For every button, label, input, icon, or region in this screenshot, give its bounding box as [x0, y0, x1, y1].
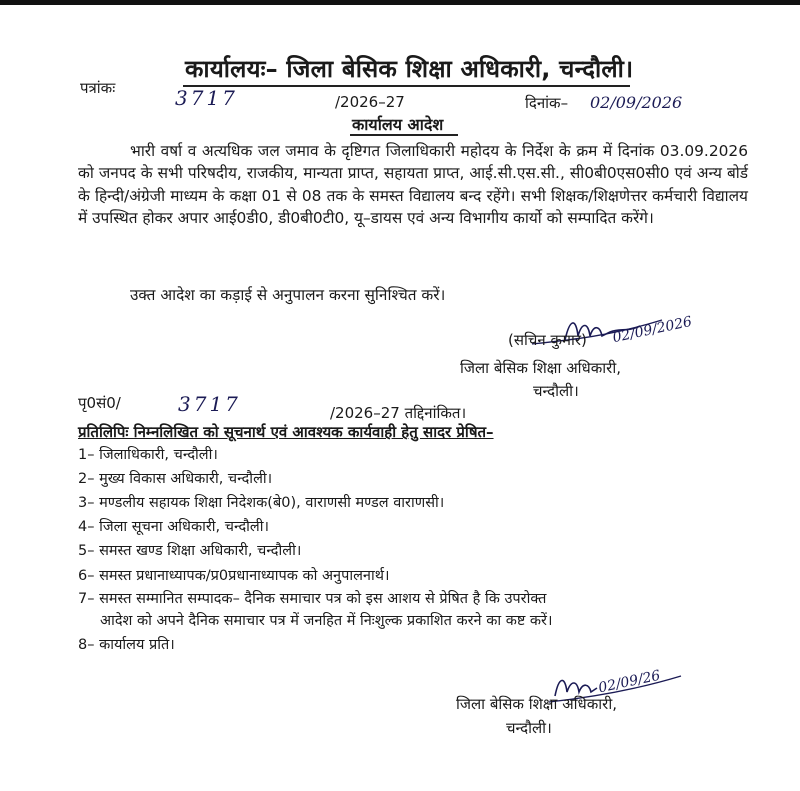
list-item: 2– मुख्य विकास अधिकारी, चन्दौली। [78, 471, 273, 487]
list-item: 8– कार्यालय प्रति। [78, 637, 175, 653]
list-item: 4– जिला सूचना अधिकारी, चन्दौली। [78, 519, 269, 535]
list-item: 7– समस्त सम्मानित सम्पादक– दैनिक समाचार पत्र को इस आशय से प्रेषित है कि उपरोक्त [78, 591, 547, 607]
copy-year-date: /2026–27 तद्दिनांकित। [330, 404, 467, 422]
list-item: आदेश को अपने दैनिक समाचार पत्र में जनहित में निःशुल्क प्रकाशित करने का कष्ट करें। [100, 613, 553, 629]
list-item: 6– समस्त प्रधानाध्यापक/प्र0प्रधानाध्यापक को अनुपालनार्थ। [78, 568, 390, 584]
heading-underline [183, 85, 630, 87]
officer-place: चन्दौली। [533, 382, 579, 400]
letter-number: 3717 [175, 86, 238, 110]
letter-number-label: पत्रांकः [80, 79, 116, 97]
office-heading: कार्यालयः– जिला बेसिक शिक्षा अधिकारी, चन्दौली। [185, 55, 634, 83]
copy-number: 3717 [178, 392, 241, 416]
list-item: 5– समस्त खण्ड शिक्षा अधिकारी, चन्दौली। [78, 543, 302, 559]
list-item: 3– मण्डलीय सहायक शिक्षा निदेशक(बे0), वाराणसी मण्डल वाराणसी। [78, 495, 445, 511]
date-value: 02/09/2026 [590, 93, 683, 112]
session-year: /2026–27 [335, 93, 405, 111]
order-title: कार्यालय आदेश [352, 115, 444, 134]
date-label: दिनांक– [525, 94, 569, 112]
signature-date: 02/09/2026 [611, 313, 694, 347]
signature-2-date: 02/09/26 [597, 667, 662, 697]
order-body-paragraph: भारी वर्षा व अत्यधिक जल जमाव के दृष्टिगत जिलाधिकारी महोदय के निर्देश के क्रम में दिनांक 03.09.2026 को जनपद के सभी परिषदीय, राजकीय, मान्यता प्राप्त, सहायता प्राप्त, आई.सी.एस.सी., सी0बी0एस0सी0 एवं अन्य बोर्ड के हिन्दी/अंग्रेजी माध्यम के कक्षा 01 से 08 तक के समस्त विद्यालय बन्द रहेंगे। सभी शिक्षक/शिक्षणेत्तर कर्मचारी विद्यालय में उपस्थित होकर अपार आई0डी0, डी0बी0टी0, यू–डायस एवं अन्य विभागीय कार्यो को सम्पादित करेंगे। [78, 142, 748, 228]
list-item: 1– जिलाधिकारी, चन्दौली। [78, 447, 218, 463]
officer-name: (सचिन कुमार) [508, 331, 587, 349]
copy-number-label: पृ0सं0/ [78, 394, 121, 412]
officer-2-designation: जिला बेसिक शिक्षा अधिकारी, [456, 695, 617, 713]
officer-2-place: चन्दौली। [506, 719, 552, 737]
officer-designation: जिला बेसिक शिक्षा अधिकारी, [460, 359, 621, 377]
compliance-note: उक्त आदेश का कड़ाई से अनुपालन करना सुनिश्चित करें। [130, 286, 446, 304]
order-title-underline [350, 134, 458, 136]
copy-intro: प्रतिलिपिः निम्नलिखित को सूचनार्थ एवं आवश्यक कार्यवाही हेतु सादर प्रेषित– [78, 423, 494, 441]
